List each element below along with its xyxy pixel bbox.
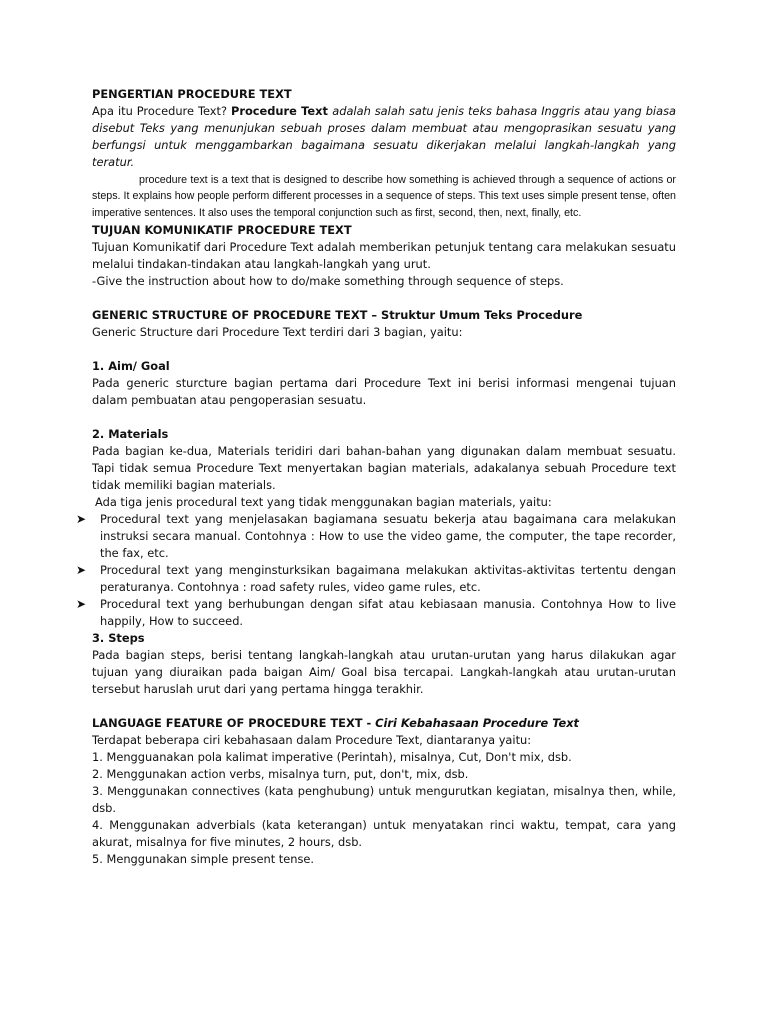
list-item [76,511,676,562]
heading-generic-structure: GENERIC STRUCTURE OF PROCEDURE TEXT – Struktur Umum Teks Procedure [92,308,583,323]
english-definition: procedure text is a text that is designed to describe how something is achieved through a sequence of actions or steps. It explains how people perform different processes in a sequence of steps. This text uses simple present tense, often imperative sentences. It also uses the temporal conjunction such as first, second, then, next, finally, etc. [92,174,676,219]
definition-text: adalah salah satu jenis teks bahasa Inggris atau yang biasa disebut Teks yang menunjukan sebuah proses dalam membuat atau mengoprasikan sesuatu yang berfungsi untuk menggambarkan bagaimana sesuatu dikerjakan melalui langkah-langkah yang teratur. [92,104,676,169]
list-item: 5. Menggunakan simple present tense. [92,852,315,867]
tujuan-english: -Give the instruction about how to do/make something through sequence of steps. [92,274,564,289]
list-item: 2. Menggunakan action verbs, misalnya turn, put, don't, mix, dsb. [92,767,469,782]
arrow-bullet-icon: ➤ [76,512,87,527]
list-item [76,596,676,630]
materials-bullet-list [76,511,676,630]
heading-language-feature-main: LANGUAGE FEATURE OF PROCEDURE TEXT - [92,716,376,731]
materials-text: Pada bagian ke-dua, Materials teridiri dari bahan-bahan yang digunakan dalam membuat sesuatu. Tapi tidak semua Procedure Text menyertakan bagian materials, adakalanya sebuah Procedure text tidak memiliki bagian materials. [92,444,676,493]
list-item: 4. Menggunakan adverbials (kata keterangan) untuk menyatakan rinci waktu, tempat, cara yang akurat, misalnya for five minutes, 2 hours, dsb. [92,818,676,850]
document-body [76,86,676,868]
heading-aim-goal: 1. Aim/ Goal [92,359,170,374]
definition-paragraph [92,103,676,171]
heading-tujuan: TUJUAN KOMUNIKATIF PROCEDURE TEXT [92,223,352,238]
arrow-bullet-icon: ➤ [76,597,87,612]
spacer [92,409,676,426]
list-item: 1. Mengguanakan pola kalimat imperative (Perintah), misalnya, Cut, Don't mix, dsb. [92,750,572,765]
bullet-text: Procedural text yang menginsturksikan bagaimana melakukan aktivitas-aktivitas tertentu dengan peraturanya. Contohnya : road safety rules, video game rules, etc. [100,563,676,595]
bullet-text: Procedural text yang menjelasakan bagiamana sesuatu bekerja atau bagaimana cara melakukan instruksi secara manual. Contohnya : How to use the video game, the computer, the tape recorder, the fax, etc. [100,512,676,561]
list-item [76,562,676,596]
definition-question: Apa itu Procedure Text? [92,104,231,118]
heading-language-feature [92,715,676,732]
generic-structure-intro: Generic Structure dari Procedure Text terdiri dari 3 bagian, yaitu: [92,325,463,340]
language-feature-list [92,749,676,868]
arrow-bullet-icon: ➤ [76,563,87,578]
heading-language-feature-sub: Ciri Kebahasaan Procedure Text [375,716,580,731]
heading-materials: 2. Materials [92,427,169,442]
language-feature-intro: Terdapat beberapa ciri kebahasaan dalam Procedure Text, diantaranya yaitu: [92,733,532,748]
steps-text: Pada bagian steps, berisi tentang langkah-langkah atau urutan-urutan yang harus dilakukan agar tujuan yang diuraikan pada baigan Aim/ Goal bisa tercapai. Langkah-langkah atau urutan-urutan tersebut haruslah urut dari yang pertama hingga terakhir. [92,648,676,697]
spacer [92,341,676,358]
bullet-text: Procedural text yang berhubungan dengan sifat atau kebiasaan manusia. Contohnya How to live happily, How to succeed. [100,597,676,629]
tujuan-paragraph: Tujuan Komunikatif dari Procedure Text adalah memberikan petunjuk tentang cara melakukan sesuatu melalui tindakan-tindakan atau langkah-langkah yang urut. [92,240,676,272]
definition-term: Procedure Text [230,104,333,118]
spacer [92,290,676,307]
materials-intro: Ada tiga jenis procedural text yang tidak menggunakan bagian materials, yaitu: [95,495,552,510]
spacer [92,698,676,715]
aim-goal-text: Pada generic sturcture bagian pertama dari Procedure Text ini berisi informasi mengenai tujuan dalam pembuatan atau pengoperasian sesuatu. [92,376,676,408]
heading-pengertian: PENGERTIAN PROCEDURE TEXT [92,87,292,101]
heading-steps: 3. Steps [92,631,145,646]
list-item: 3. Menggunakan connectives (kata penghubung) untuk mengurutkan kegiatan, misalnya then, while, dsb. [92,784,676,816]
